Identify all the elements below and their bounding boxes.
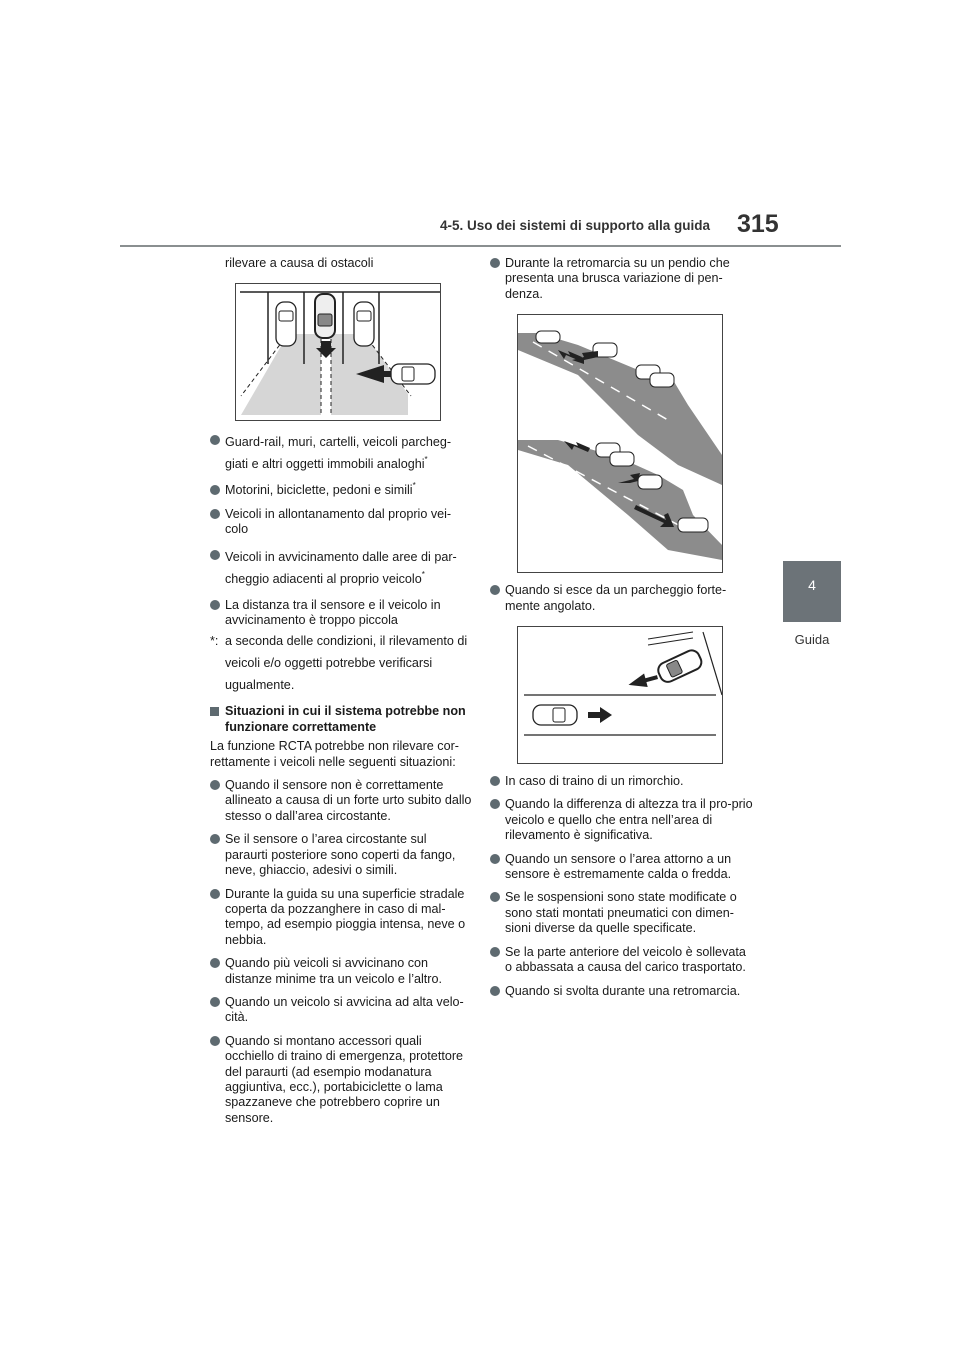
chapter-label: Guida	[794, 632, 830, 647]
angled-parking-figure	[517, 626, 723, 764]
bullet-icon	[490, 776, 500, 786]
parking-illustration	[236, 284, 440, 420]
square-bullet-icon	[210, 707, 219, 716]
list-item: Quando più veicoli si avvicinano con distanze minime tra un veicolo e l’altro.	[210, 956, 472, 987]
list-item: Quando la differenza di altezza tra il pro-prio veicolo e quello che entra nell’area di rilevamento è significativa.	[490, 797, 755, 843]
bullet-icon	[490, 947, 500, 957]
bullet-icon	[210, 550, 220, 560]
right-column	[490, 256, 755, 1007]
list-item: Se le sospensioni sono state modificate o sono stati montati pneumatici con dimen-sioni diverse da quelle specificate.	[490, 890, 755, 936]
list-item: Quando il sensore non è correttamente allineato a causa di un forte urto subito dallo stesso o dall’area circostante.	[210, 778, 472, 824]
list-item: La distanza tra il sensore e il veicolo in avvicinamento è troppo piccola	[210, 598, 472, 629]
bullet-icon	[490, 854, 500, 864]
list-item: Veicoli in avvicinamento dalle aree di par-cheggio adiacenti al proprio veicolo*	[210, 546, 472, 590]
left-column	[210, 256, 472, 1134]
list-item: Durante la guida su una superficie stradale coperta da pozzanghere in caso di mal-tempo, ad esempio pioggia intensa, neve o nebbia.	[210, 887, 472, 949]
list-item: Quando si svolta durante una retromarcia.	[490, 984, 755, 999]
intro-text: rilevare a causa di ostacoli	[225, 256, 374, 270]
angled-parking-illustration	[518, 627, 722, 763]
footnote-text: a seconda delle condizioni, il rilevamento di veicoli e/o oggetti potrebbe verificarsi ugualmente.	[225, 634, 468, 693]
bullet-icon	[490, 799, 500, 809]
footnote	[210, 630, 472, 696]
list-item: Motorini, biciclette, pedoni e simili*	[210, 483, 472, 498]
parking-figure	[235, 283, 441, 421]
bullet-icon	[210, 509, 220, 519]
section-heading: Situazioni in cui il sistema potrebbe non funzionare correttamente	[210, 704, 472, 735]
list-item: Durante la retromarcia su un pendio che presenta una brusca variazione di pen-denza.	[490, 256, 755, 302]
bullet-icon	[490, 892, 500, 902]
header-rule	[120, 245, 841, 247]
slope-illustration	[518, 315, 722, 572]
list-item: Se il sensore o l’area circostante sul paraurti posteriore sono coperti da fango, neve, ghiaccio, adesivi o simili.	[210, 832, 472, 878]
list-item: Guard-rail, muri, cartelli, veicoli parcheg-giati e altri oggetti immobili analoghi*	[210, 431, 472, 475]
heading-intro: La funzione RCTA potrebbe non rilevare cor-rettamente i veicoli nelle seguenti situazioni:	[210, 739, 459, 769]
chapter-number: 4	[808, 577, 816, 593]
bullet-icon	[210, 997, 220, 1007]
bullet-icon	[210, 958, 220, 968]
list-item: Quando si montano accessori quali occhiello di traino di emergenza, protettore del paraurti (ad esempio modanatura aggiuntiva, ecc.), portabiciclette o lama spazzaneve che potrebbero coprire un sensore.	[210, 1034, 472, 1126]
page-number: 315	[737, 210, 779, 238]
list-item: Veicoli in allontanamento dal proprio vei-colo	[210, 507, 472, 538]
chapter-tab[interactable]	[783, 561, 841, 622]
bullet-icon	[210, 1036, 220, 1046]
list-item: In caso di traino di un rimorchio.	[490, 774, 755, 789]
footnote-mark: *:	[210, 634, 219, 649]
slope-figure	[517, 314, 723, 573]
bullet-icon	[210, 780, 220, 790]
bullet-icon	[490, 258, 500, 268]
list-item: Se la parte anteriore del veicolo è sollevata o abbassata a causa del carico trasportato.	[490, 945, 755, 976]
section-title: 4-5. Uso dei sistemi di supporto alla guida	[440, 218, 711, 233]
bullet-icon	[210, 889, 220, 899]
bullet-icon	[490, 986, 500, 996]
bullet-icon	[490, 585, 500, 595]
list-item: Quando un sensore o l’area attorno a un sensore è estremamente calda o fredda.	[490, 852, 755, 883]
bullet-icon	[210, 600, 220, 610]
bullet-icon	[210, 485, 220, 495]
bullet-icon	[210, 834, 220, 844]
list-item: Quando si esce da un parcheggio forte-mente angolato.	[490, 583, 755, 614]
list-item: Quando un veicolo si avvicina ad alta velo-cità.	[210, 995, 472, 1026]
bullet-icon	[210, 435, 220, 445]
